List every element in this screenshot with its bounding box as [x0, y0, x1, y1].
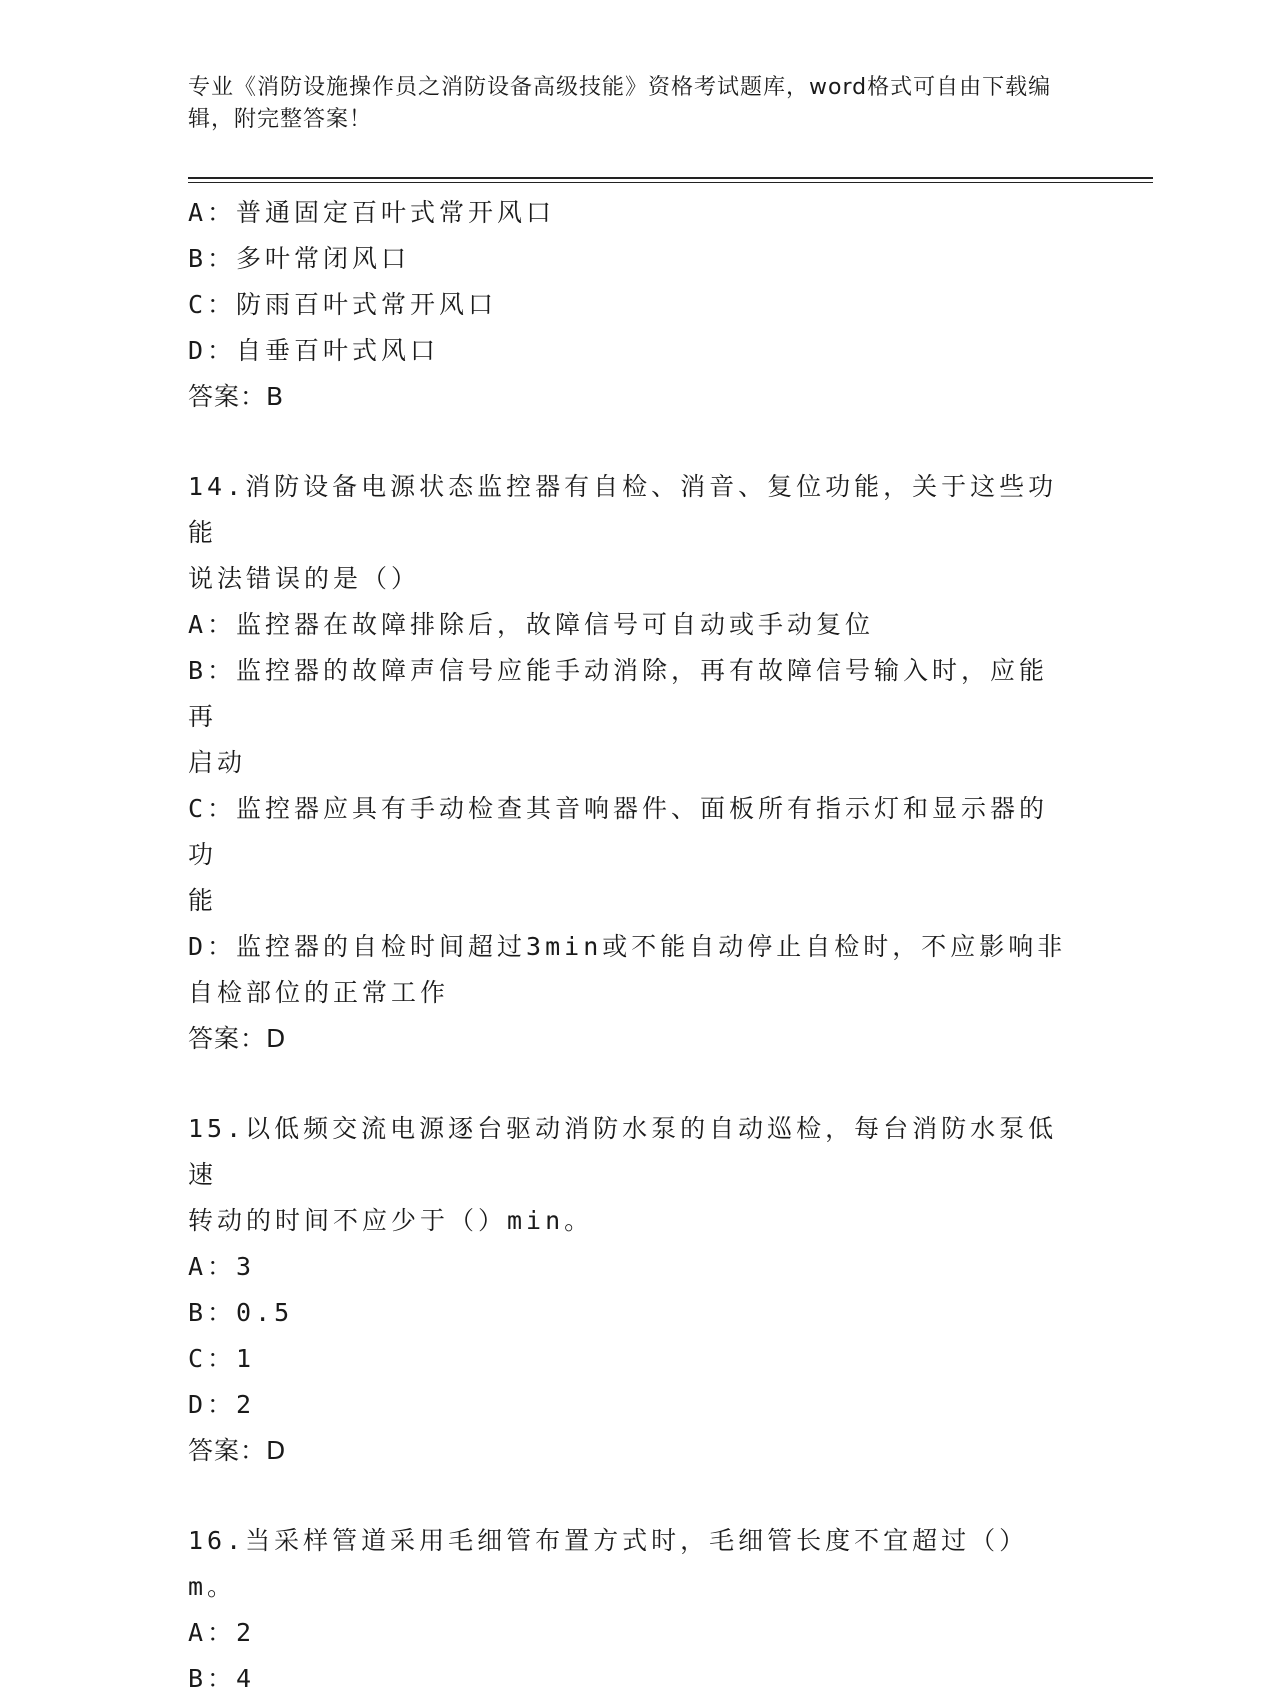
option-a: A：2 — [188, 1618, 256, 1647]
option-a: A：普通固定百叶式常开风口 — [188, 198, 556, 227]
option-b: B：4 — [188, 1664, 256, 1693]
option-b-line-1: B：监控器的故障声信号应能手动消除，再有故障信号输入时，应能再 — [188, 656, 1049, 731]
spacer — [188, 1474, 1068, 1518]
question-stem: 16.当采样管道采用毛细管布置方式时，毛细管长度不宜超过（）m。 — [188, 1526, 1029, 1601]
option-a: A：监控器在故障排除后，故障信号可自动或手动复位 — [188, 610, 875, 639]
option-b-line-2: 启动 — [188, 748, 247, 777]
header-title: 专业《消防设施操作员之消防设备高级技能》资格考试题库，word格式可自由下载编辑，附完整答案！ — [188, 75, 1052, 132]
header-divider-thin — [188, 182, 1153, 183]
answer-line: 答案：D — [188, 1024, 287, 1053]
question-stem-line-2: 转动的时间不应少于（）min。 — [188, 1206, 594, 1235]
option-b: B：多叶常闭风口 — [188, 244, 411, 273]
option-d-line-2: 自检部位的正常工作 — [188, 978, 450, 1007]
question-stem-line-1: 15.以低频交流电源逐台驱动消防水泵的自动巡检，每台消防水泵低速 — [188, 1114, 1058, 1189]
answer-line: 答案：B — [188, 382, 285, 411]
option-c-line-2: 能 — [188, 886, 218, 915]
question-14 — [188, 464, 1068, 1062]
option-a: A：3 — [188, 1252, 256, 1281]
document-header — [188, 72, 1068, 136]
question-list — [188, 190, 1068, 1702]
spacer — [188, 1062, 1068, 1106]
question-16 — [188, 1518, 1068, 1702]
option-c: C：防雨百叶式常开风口 — [188, 290, 498, 319]
question-15 — [188, 1106, 1068, 1474]
option-c: C：1 — [188, 1344, 256, 1373]
option-d: D：2 — [188, 1390, 256, 1419]
header-divider — [188, 177, 1153, 179]
question-stem-line-1: 14.消防设备电源状态监控器有自检、消音、复位功能，关于这些功能 — [188, 472, 1058, 547]
option-c-line-1: C：监控器应具有手动检查其音响器件、面板所有指示灯和显示器的功 — [188, 794, 1049, 869]
option-d: D：自垂百叶式风口 — [188, 336, 440, 365]
option-d-line-1: D：监控器的自检时间超过3min或不能自动停止自检时，不应影响非 — [188, 932, 1067, 961]
question-13 — [188, 190, 1068, 420]
question-stem-line-2: 说法错误的是（） — [188, 564, 421, 593]
spacer — [188, 420, 1068, 464]
option-b: B：0.5 — [188, 1298, 294, 1327]
answer-line: 答案：D — [188, 1436, 287, 1465]
